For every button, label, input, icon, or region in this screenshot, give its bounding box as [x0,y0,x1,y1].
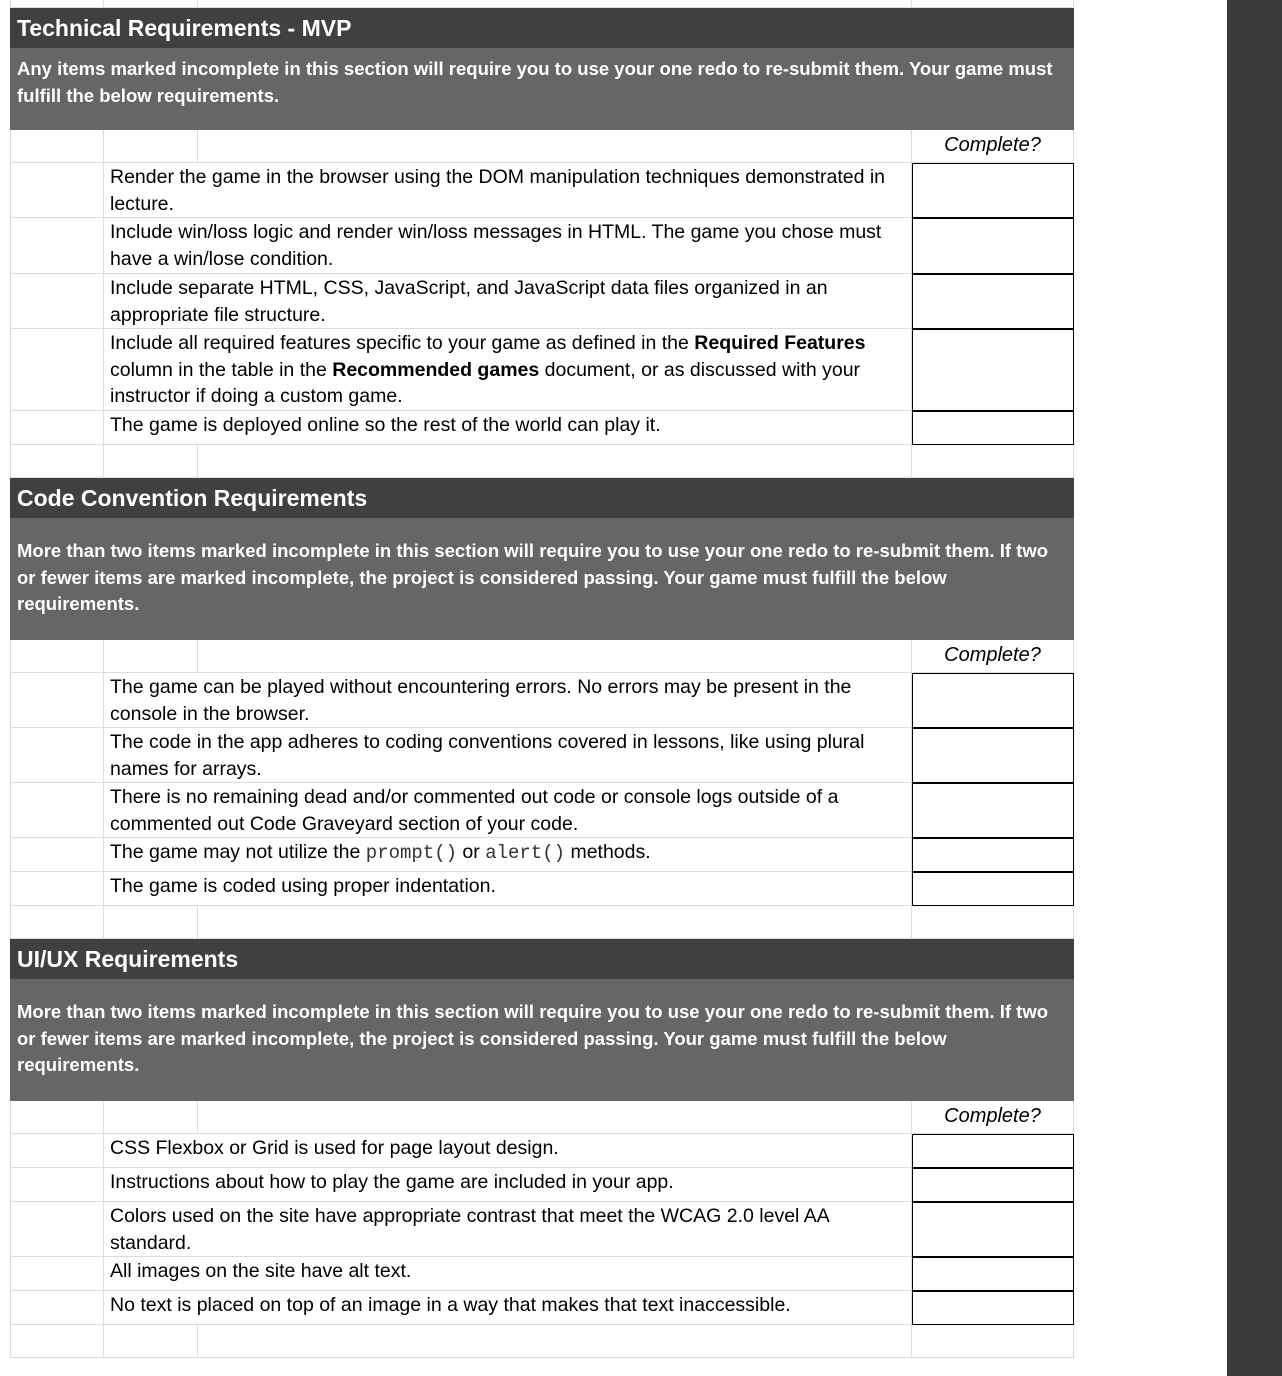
section-description: Any items marked incomplete in this section will require you to use your one redo to re-submit them. Your game must fulfill the below requirements. [10,48,1074,130]
requirement-row [10,218,1074,274]
complete-header-row [10,130,1074,163]
requirement-row [10,411,1074,445]
complete-checkbox[interactable] [912,783,1074,838]
requirement-text: Include win/loss logic and render win/loss messages in HTML. The game you chose must have a win/lose condition. [104,218,912,274]
requirement-row [10,872,1074,906]
requirement-row [10,1291,1074,1325]
complete-checkbox[interactable] [912,838,1074,872]
complete-checkbox[interactable] [912,1168,1074,1202]
requirement-text: Include separate HTML, CSS, JavaScript, and JavaScript data files organized in an appropriate file structure. [104,274,912,329]
requirements-sheet [10,0,1074,1358]
requirement-row [10,728,1074,783]
section-title: Technical Requirements - MVP [10,8,1074,48]
complete-checkbox[interactable] [912,1257,1074,1291]
requirement-row [10,838,1074,872]
requirement-text: The game is deployed online so the rest of the world can play it. [104,411,912,445]
complete-checkbox[interactable] [912,411,1074,445]
requirement-text: No text is placed on top of an image in a way that makes that text inaccessible. [104,1291,912,1325]
requirement-text: The game is coded using proper indentation. [104,872,912,906]
requirement-text: The game may not utilize the prompt() or alert() methods. [104,838,912,872]
section-title: UI/UX Requirements [10,939,1074,979]
complete-header-row [10,640,1074,673]
complete-header: Complete? [912,640,1074,673]
requirement-text: Instructions about how to play the game are included in your app. [104,1168,912,1202]
spacer-row [10,906,1074,939]
requirement-row [10,673,1074,728]
spacer-row [10,445,1074,478]
requirement-text: Render the game in the browser using the DOM manipulation techniques demonstrated in lecture. [104,163,912,218]
complete-header: Complete? [912,1101,1074,1134]
complete-checkbox[interactable] [912,1291,1074,1325]
section-description: More than two items marked incomplete in this section will require you to use your one redo to re-submit them. If two or fewer items are marked incomplete, the project is considered passing. Your game must fulfill the below requirements. [10,979,1074,1101]
complete-checkbox[interactable] [912,872,1074,906]
section-title: Code Convention Requirements [10,478,1074,518]
requirement-text: There is no remaining dead and/or commented out code or console logs outside of a commented out Code Graveyard section of your code. [104,783,912,838]
complete-header-row [10,1101,1074,1134]
complete-checkbox[interactable] [912,274,1074,329]
complete-checkbox[interactable] [912,673,1074,728]
requirement-row [10,1202,1074,1257]
requirement-row [10,274,1074,329]
section-description: More than two items marked incomplete in this section will require you to use your one redo to re-submit them. If two or fewer items are marked incomplete, the project is considered passing. Your game must fulfill the below requirements. [10,518,1074,640]
requirement-row [10,1168,1074,1202]
requirement-text: CSS Flexbox or Grid is used for page layout design. [104,1134,912,1168]
spacer-row [10,1325,1074,1358]
spacer-row [10,0,1074,8]
complete-header: Complete? [912,130,1074,163]
complete-checkbox[interactable] [912,218,1074,274]
requirement-text: The game can be played without encountering errors. No errors may be present in the console in the browser. [104,673,912,728]
requirement-row [10,163,1074,218]
requirement-row [10,1257,1074,1291]
side-panel-scrollbar[interactable] [1227,0,1282,1376]
requirement-row [10,783,1074,838]
requirement-text: Include all required features specific to your game as defined in the Required Features column in the table in the Recommended games document, or as discussed with your instructor if doing a custom game. [104,329,912,411]
complete-checkbox[interactable] [912,163,1074,218]
requirement-row [10,329,1074,411]
complete-checkbox[interactable] [912,728,1074,783]
complete-checkbox[interactable] [912,329,1074,411]
requirement-row [10,1134,1074,1168]
requirement-text: Colors used on the site have appropriate contrast that meet the WCAG 2.0 level AA standard. [104,1202,912,1257]
complete-checkbox[interactable] [912,1134,1074,1168]
requirement-text: The code in the app adheres to coding conventions covered in lessons, like using plural names for arrays. [104,728,912,783]
complete-checkbox[interactable] [912,1202,1074,1257]
requirement-text: All images on the site have alt text. [104,1257,912,1291]
